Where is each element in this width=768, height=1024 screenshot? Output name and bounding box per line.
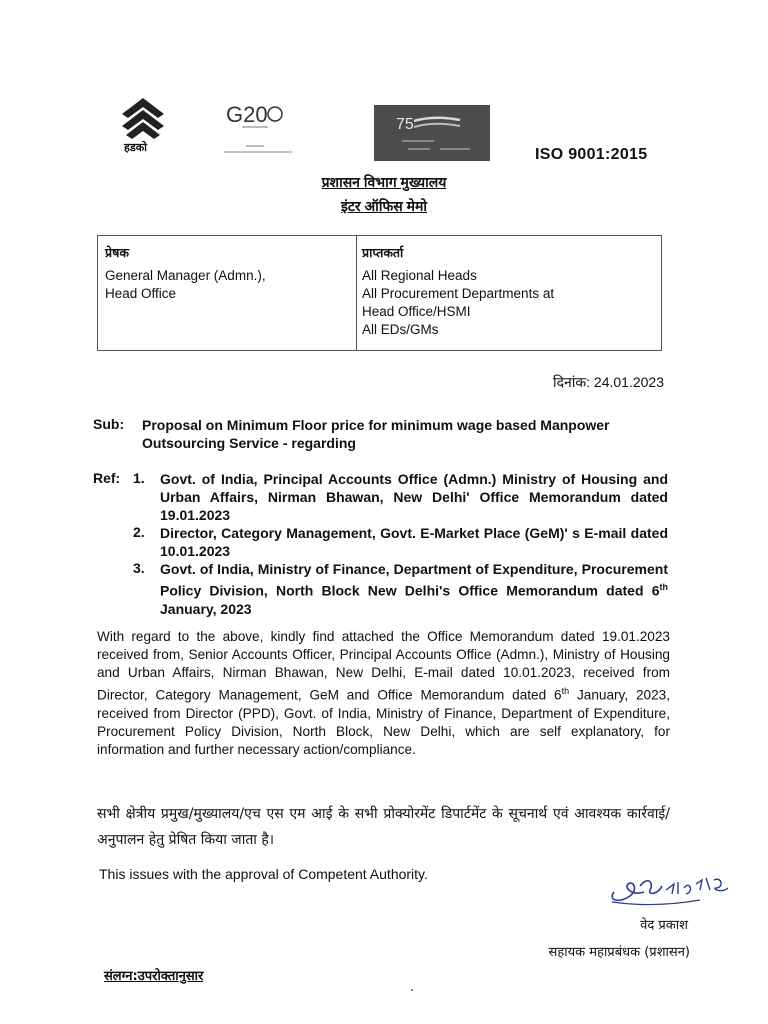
reference-number: 1.	[133, 470, 145, 486]
scan-artifact	[411, 989, 413, 991]
to-line: All Procurement Departments at	[362, 286, 555, 301]
from-cell	[105, 244, 350, 303]
to-cell	[362, 244, 657, 339]
signer-name: वेद प्रकाश	[640, 918, 688, 933]
reference-number: 3.	[133, 560, 145, 576]
iso-certification: ISO 9001:2015	[535, 146, 648, 163]
svg-text:75: 75	[396, 116, 414, 133]
reference-text: Director, Category Management, Govt. E-Market Place (GeM)' s E-mail dated 10.01.2023	[160, 525, 668, 559]
body-text-part: With regard to the above, kindly find attached the Office Memorandum dated 19.01.2023 received from, Senior Accounts Officer, Principal Accounts Office (Admn.), Ministry of Housing and Urban Affairs, Nirman Bhawan, New Delhi, E-mail dated 10.01.2023, received from Director, Category Management, GeM and Office Memorandum dated 6	[97, 629, 670, 703]
subject-label: Sub:	[93, 416, 125, 432]
reference-text	[160, 560, 668, 618]
hindi-paragraph: सभी क्षेत्रीय प्रमुख/मुख्यालय/एच एस एम आई के सभी प्रोक्योरमेंट डिपार्टमेंट के सूचनार्थ एवं आवश्यक कार्रवाई/अनुपालन हेतु प्रेषित किया जाता है।	[97, 806, 670, 848]
to-line: All EDs/GMs	[362, 322, 439, 337]
g20-text: G20	[226, 102, 268, 127]
hudco-label: हडको	[124, 142, 148, 154]
approval-line: This issues with the approval of Competent Authority.	[99, 866, 428, 882]
azadi-amrit-mahotsav-logo	[374, 105, 490, 161]
subject-text: Proposal on Minimum Floor price for minimum wage based Manpower Outsourcing Service - regarding	[142, 417, 610, 451]
signer-title: सहायक महाप्रबंधक (प्रशासन)	[548, 945, 690, 960]
memo-date: दिनांक: 24.01.2023	[552, 374, 664, 390]
body-superscript: th	[561, 686, 570, 696]
enclosure-note: संलग्न:उपरोक्तानुसार	[104, 969, 204, 984]
memo-title: इंटर ऑफिस मेमो	[340, 198, 427, 214]
body-paragraph	[97, 628, 670, 759]
reference-text-part: January, 2023	[160, 600, 252, 617]
to-line: All Regional Heads	[362, 268, 477, 283]
reference-number: 2.	[133, 524, 145, 540]
to-line: Head Office/HSMI	[362, 304, 471, 319]
from-line: General Manager (Admn.),	[105, 268, 266, 283]
reference-text-part: Govt. of India, Ministry of Finance, Department of Expenditure, Procurement Policy Division, North Block New Delhi's Office Memorandum dated 6	[160, 561, 668, 599]
from-heading: प्रेषक	[105, 246, 129, 260]
reference-superscript: th	[659, 582, 668, 592]
body-text-part: January, 2023, received from Director (PPD), Govt. of India, Ministry of Finance, Department of Expenditure, Procurement Policy Division, North Block, New Delhi, which are self explanatory, for information and further necessary action/compliance.	[97, 687, 670, 757]
handwritten-signature	[604, 866, 736, 910]
department-title: प्रशासन विभाग मुख्यालय	[321, 174, 447, 190]
address-table-divider	[356, 235, 357, 351]
reference-label: Ref:	[93, 470, 121, 486]
to-heading: प्राप्तकर्ता	[362, 246, 404, 260]
reference-text: Govt. of India, Principal Accounts Office (Admn.) Ministry of Housing and Urban Affairs, Nirman Bhawan, New Delhi' Office Memorandum dated 19.01.2023	[160, 471, 668, 523]
g20-logo	[220, 96, 298, 162]
from-line: Head Office	[105, 286, 177, 301]
